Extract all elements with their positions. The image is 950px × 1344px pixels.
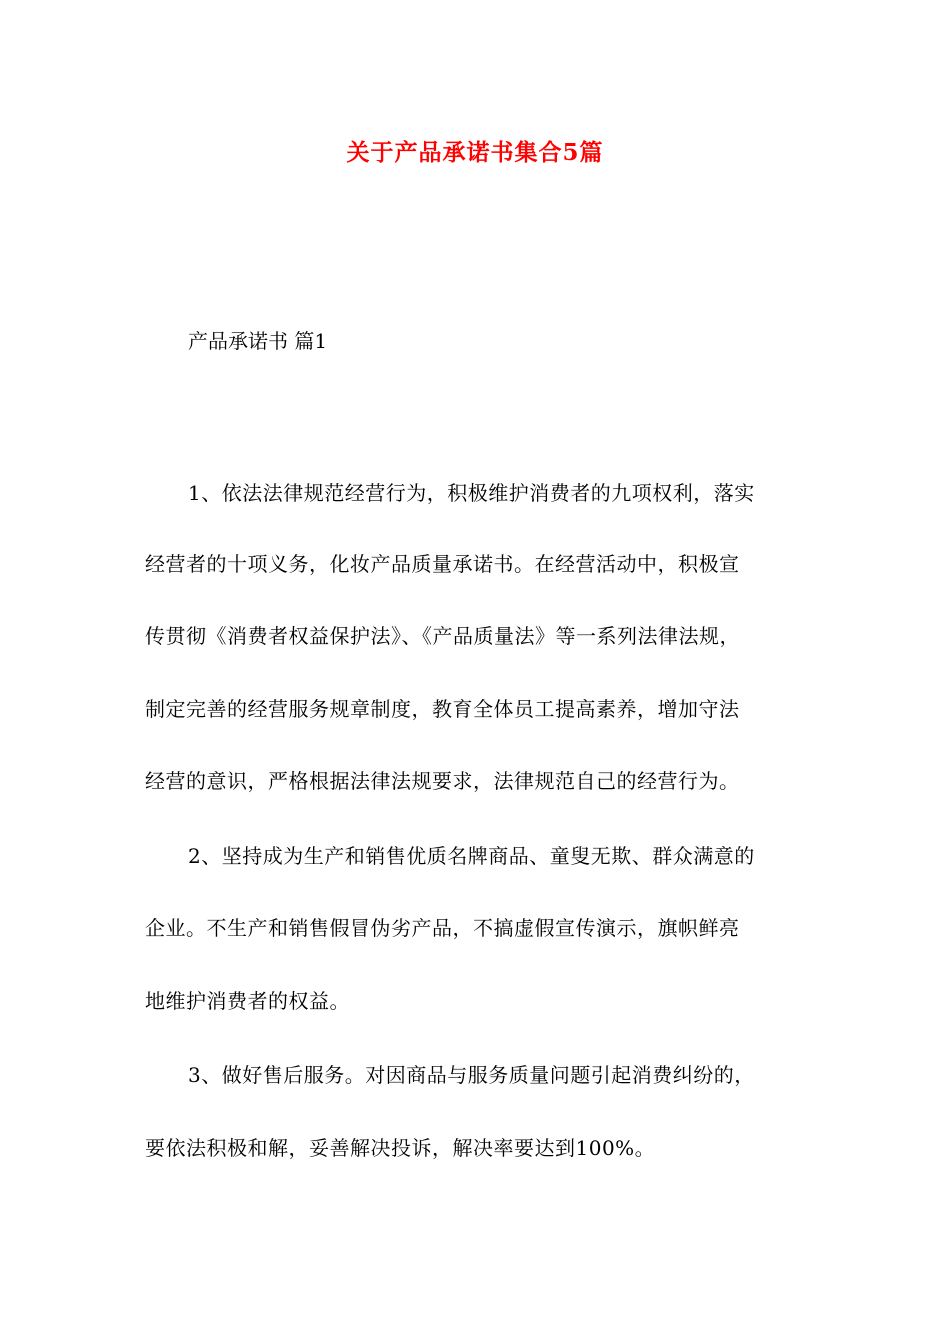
- paragraph-1-line-1: 1、依法法律规范经营行为，积极维护消费者的九项权利，落实: [188, 481, 755, 505]
- paragraph-1-line-4: 制定完善的经营服务规章制度，教育全体员工提高素养，增加守法: [145, 697, 740, 721]
- paragraph-1-line-2: 经营者的十项义务，化妆产品质量承诺书。在经营活动中，积极宣: [145, 552, 740, 576]
- paragraph-3-line-2: 要依法积极和解，妥善解决投诉，解决率要达到100%。: [145, 1136, 656, 1160]
- section-heading: 产品承诺书 篇1: [188, 329, 328, 353]
- paragraph-2-line-3: 地维护消费者的权益。: [145, 989, 350, 1013]
- paragraph-1-line-5: 经营的意识，严格根据法律法规要求，法律规范自己的经营行为。: [145, 769, 740, 793]
- paragraph-3-line-1: 3、做好售后服务。对因商品与服务质量问题引起消费纠纷的，: [188, 1063, 755, 1087]
- paragraph-2-line-2: 企业。不生产和销售假冒伪劣产品，不搞虚假宣传演示，旗帜鲜亮: [145, 916, 740, 940]
- paragraph-1-line-3: 传贯彻《消费者权益保护法》、《产品质量法》等一系列法律法规，: [145, 624, 740, 648]
- document-title: 关于产品承诺书集合5篇: [346, 139, 604, 166]
- paragraph-2-line-1: 2、坚持成为生产和销售优质名牌商品、童叟无欺、群众满意的: [188, 844, 755, 868]
